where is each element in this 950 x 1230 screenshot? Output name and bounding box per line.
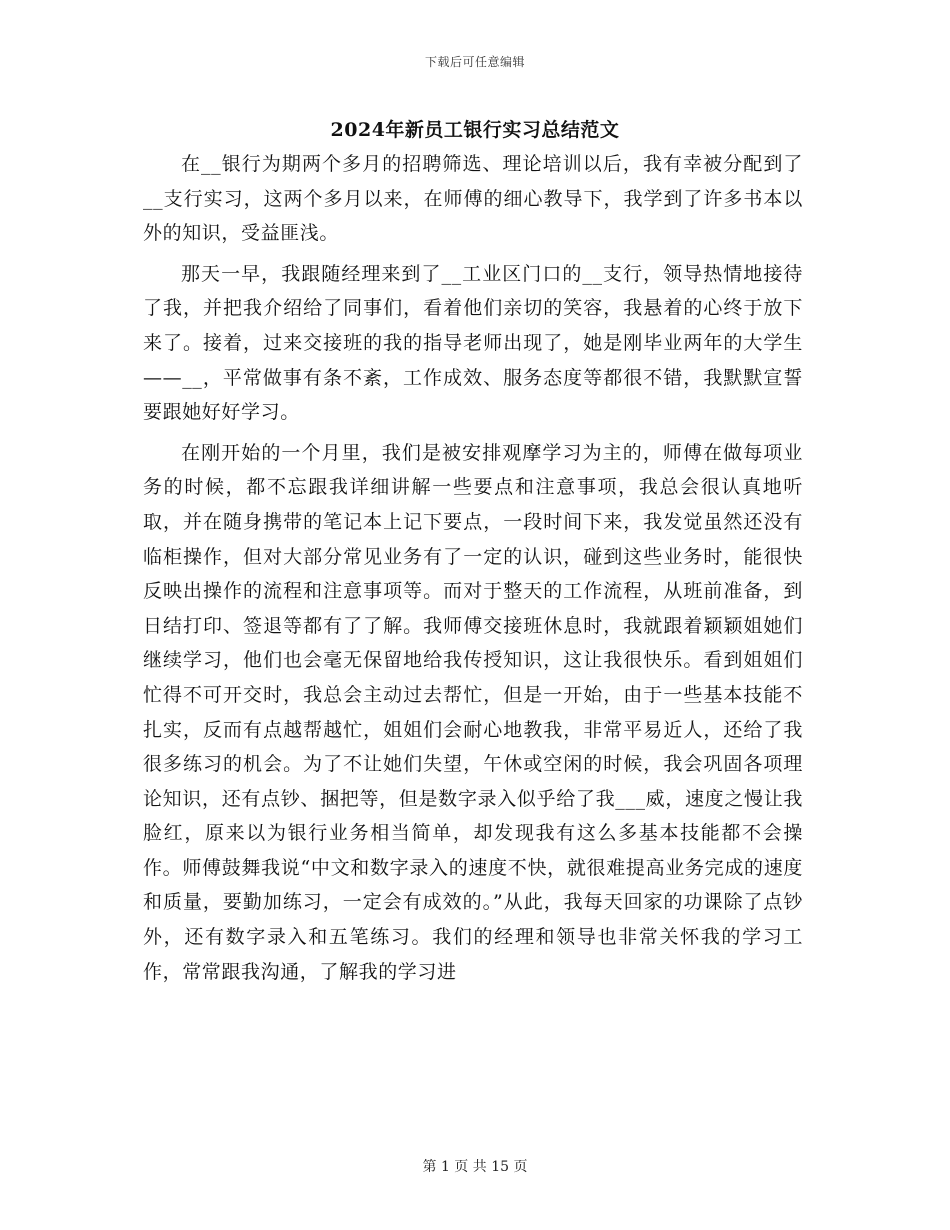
- header-note: 下载后可任意编辑: [424, 55, 525, 69]
- page-indicator: 第 1 页 共 15 页: [422, 1159, 528, 1175]
- document-body: [143, 147, 803, 995]
- paragraph-2: 那天一早，我跟随经理来到了__工业区门口的__支行，领导热情地接待了我，并把我介绍给了同事们，看着他们亲切的笑容，我悬着的心终于放下来了。接着，过来交接班的我的指导老师出现了，她是刚毕业两年的大学生——__，平常做事有条不紊，工作成效、服务态度等都很不错，我默默宣誓要跟她好好学习。: [143, 262, 803, 424]
- document-title: 2024年新员工银行实习总结范文: [330, 119, 620, 141]
- paragraph-1: 在__银行为期两个多月的招聘筛选、理论培训以后，我有幸被分配到了__支行实习，这两个多月以来，在师傅的细心教导下，我学到了许多书本以外的知识，受益匪浅。: [143, 153, 803, 245]
- paragraph-3: 在刚开始的一个月里，我们是被安排观摩学习为主的，师傅在做每项业务的时候，都不忘跟我详细讲解一些要点和注意事项，我总会很认真地听取，并在随身携带的笔记本上记下要点，一段时间下来，我发觉虽然还没有临柜操作，但对大部分常见业务有了一定的认识，碰到这些业务时，能很快反映出操作的流程和注意事项等。而对于整天的工作流程，从班前准备，到日结打印、签退等都有了了解。我师傅交接班休息时，我就跟着颖颖姐她们继续学习，他们也会毫无保留地给我传授知识，这让我很快乐。看到姐姐们忙得不可开交时，我总会主动过去帮忙，但是一开始，由于一些基本技能不扎实，反而有点越帮越忙，姐姐们会耐心地教我，非常平易近人，还给了我很多练习的机会。为了不让她们失望，午休或空闲的时候，我会巩固各项理论知识，还有点钞、捆把等，但是数字录入似乎给了我___威，速度之慢让我脸红，原来以为银行业务相当简单，却发现我有这么多基本技能都不会操作。师傅鼓舞我说“中文和数字录入的速度不快，就很难提高业务完成的速度和质量，要勤加练习，一定会有成效的。”从此，我每天回家的功课除了点钞外，还有数字录入和五笔练习。我们的经理和领导也非常关怀我的学习工作，常常跟我沟通，了解我的学习进: [143, 441, 803, 983]
